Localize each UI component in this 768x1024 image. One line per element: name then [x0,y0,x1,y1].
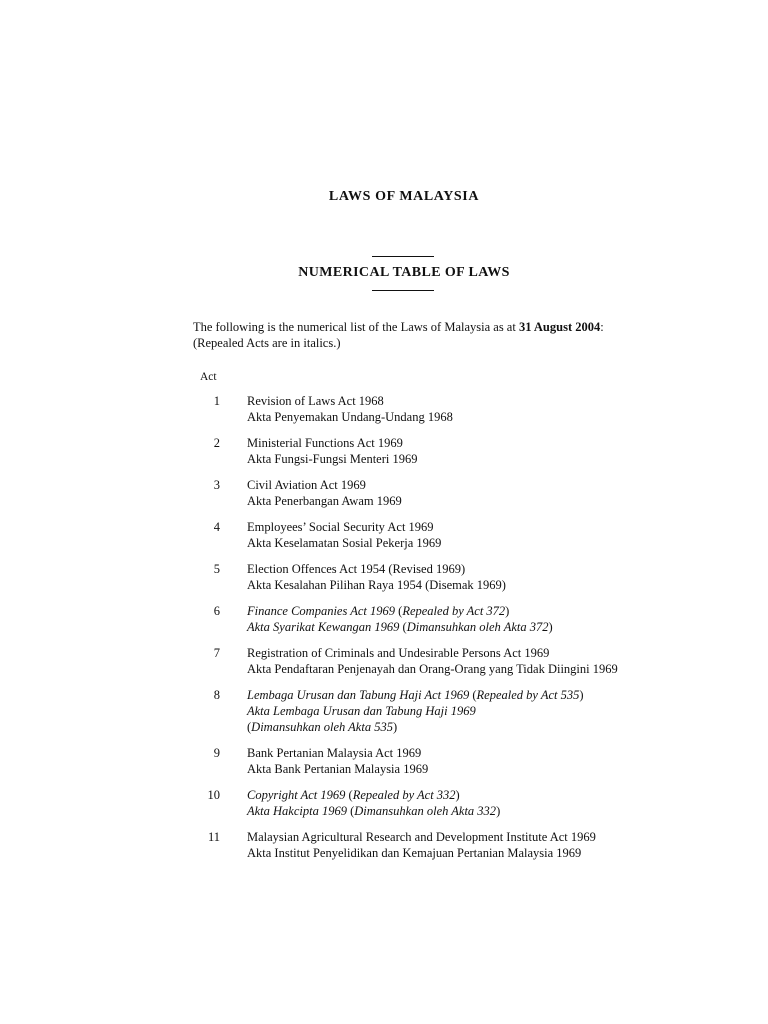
act-title-ms: Akta Pendaftaran Penjenayah dan Orang-Orang yang Tidak Diingini 1969 [247,662,618,676]
act-number: 3 [213,478,220,492]
title-rule-bottom [372,290,434,291]
act-entry-4 [180,519,760,551]
act-title-ms: Akta Syarikat Kewangan 1969 (Dimansuhkan oleh Akta 372) [247,620,553,634]
title-rule-top [372,256,434,257]
intro-paragraph [193,319,753,351]
act-entry-3 [180,477,760,509]
act-title-en: Copyright Act 1969 (Repealed by Act 332) [247,788,460,802]
act-titles [247,477,760,509]
act-titles [247,745,760,777]
repeal-note: Repealed by Act 372 [402,604,506,618]
act-title-en: Ministerial Functions Act 1969 [247,436,403,450]
intro-line-2: (Repealed Acts are in italics.) [193,336,341,350]
intro-date: 31 August 2004 [518,320,601,334]
act-title-en: Election Offences Act 1954 (Revised 1969) [247,562,466,576]
act-title-en: Civil Aviation Act 1969 [247,478,366,492]
act-title-ms: Akta Kesalahan Pilihan Raya 1954 (Disemak 1969) [247,578,506,592]
repeal-note: Dimansuhkan oleh Akta 535 [251,720,393,734]
repeal-note: Dimansuhkan oleh Akta 332 [354,804,497,818]
act-title-ms: Akta Bank Pertanian Malaysia 1969 [247,762,429,776]
act-titles [247,561,760,593]
act-titles [247,435,760,467]
act-titles [247,519,760,551]
act-entry-7 [180,645,760,677]
act-column-header: Act [200,371,217,383]
act-titles [247,603,760,635]
act-title-ms: Akta Lembaga Urusan dan Tabung Haji 1969 [247,704,476,718]
acts-list [180,393,760,871]
act-title-en: Lembaga Urusan dan Tabung Haji Act 1969 (Repealed by Act 535) [247,688,584,702]
act-number: 7 [213,646,220,660]
act-title-ms: Akta Institut Penyelidikan dan Kemajuan Pertanian Malaysia 1969 [247,846,582,860]
act-title-en: Employees’ Social Security Act 1969 [247,520,434,534]
act-number: 11 [207,830,220,844]
act-number: 2 [213,436,220,450]
act-title-ms: Akta Keselamatan Sosial Pekerja 1969 [247,536,442,550]
act-entry-1 [180,393,760,425]
repealed-act-title: Akta Hakcipta 1969 [247,804,347,818]
intro-text: The following is the numerical list of the Laws of Malaysia as at [193,320,519,334]
act-entry-11 [180,829,760,861]
act-number: 10 [207,788,220,802]
act-titles [247,645,760,677]
act-entry-9 [180,745,760,777]
act-title-ms: Akta Hakcipta 1969 (Dimansuhkan oleh Akta 332) [247,804,501,818]
act-number: 9 [213,746,220,760]
page-title: LAWS OF MALAYSIA [328,189,480,204]
act-number: 5 [213,562,220,576]
intro-colon: : [600,320,604,334]
act-entry-8 [180,687,760,735]
repealed-act-title: Finance Companies Act 1969 [247,604,396,618]
act-number: 8 [213,688,220,702]
act-entry-5 [180,561,760,593]
act-title-ms: Akta Penyemakan Undang-Undang 1968 [247,410,453,424]
repealed-act-title: Akta Syarikat Kewangan 1969 [247,620,400,634]
repeal-note: Repealed by Act 535 [476,688,580,702]
act-title-ms: Akta Fungsi-Fungsi Menteri 1969 [247,452,418,466]
repeal-note: Repealed by Act 332 [352,788,456,802]
act-repeal-note-ms: (Dimansuhkan oleh Akta 535) [247,720,398,734]
repealed-act-title: Lembaga Urusan dan Tabung Haji Act 1969 [247,688,470,702]
act-entry-6 [180,603,760,635]
act-titles [247,829,760,861]
act-title-en: Malaysian Agricultural Research and Development Institute Act 1969 [247,830,596,844]
act-titles [247,687,760,735]
repealed-act-title: Copyright Act 1969 [247,788,346,802]
act-title-en: Finance Companies Act 1969 (Repealed by Act 372) [247,604,510,618]
page-subtitle: NUMERICAL TABLE OF LAWS [298,265,510,280]
act-titles [247,393,760,425]
act-title-en: Bank Pertanian Malaysia Act 1969 [247,746,422,760]
act-number: 4 [213,520,220,534]
act-entry-10 [180,787,760,819]
repeal-note: Dimansuhkan oleh Akta 372 [406,620,549,634]
act-title-ms: Akta Penerbangan Awam 1969 [247,494,402,508]
act-number: 1 [213,394,220,408]
act-titles [247,787,760,819]
act-number: 6 [213,604,220,618]
act-title-en: Registration of Criminals and Undesirable Persons Act 1969 [247,646,550,660]
act-entry-2 [180,435,760,467]
intro-line-1 [193,319,753,335]
act-title-en: Revision of Laws Act 1968 [247,394,384,408]
